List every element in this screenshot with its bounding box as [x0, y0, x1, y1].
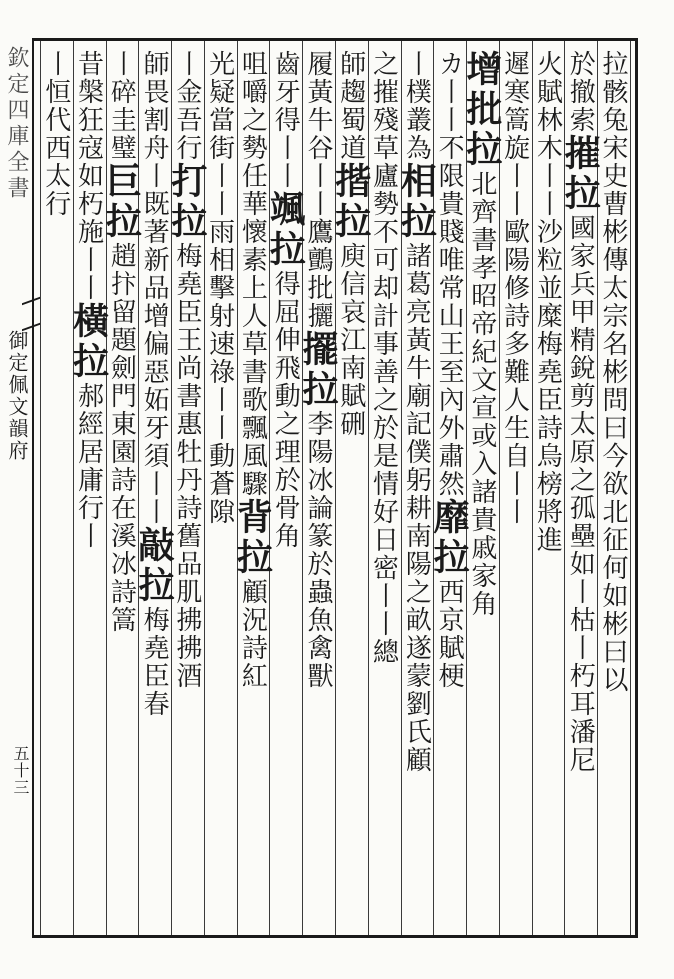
text-column — [40, 50, 73, 930]
text-column — [133, 50, 176, 930]
entry-text: 郝經居庸行丨 — [73, 382, 104, 550]
entry-headword: 相拉 — [395, 162, 438, 242]
entry-headword: 揩拉 — [329, 162, 372, 242]
entry-headword: 巨拉 — [100, 162, 143, 242]
column-rule — [630, 41, 631, 935]
entry-text: 肌拂拂酒 — [171, 578, 202, 690]
text-column — [395, 50, 438, 930]
entry-text: 咀嚼之勢 — [237, 50, 268, 162]
entry-text: 昔槃狂寇如朽施丨丨 — [73, 50, 104, 302]
entry-text: 於撤索 — [565, 50, 596, 134]
entry-headword: 背拉 — [231, 498, 274, 578]
entry-text: 師畏割舟丨 — [139, 50, 170, 190]
entry-headword: 靡拉 — [428, 498, 471, 578]
text-column — [204, 50, 237, 930]
page-number: 五十三 — [11, 745, 30, 796]
text-column — [165, 50, 208, 930]
entry-text: 李陽冰論篆於蟲魚禽獸 — [302, 410, 333, 690]
entry-text: 草廬勢不可却計事善之於是情好日密丨丨總 — [368, 134, 399, 666]
entry-text: 得屈伸飛動之理於骨角 — [270, 270, 301, 550]
entry-text: 雨相擊射速祿丨丨動蒼隙 — [204, 218, 235, 526]
entry-text: 遲寒篙旋丨丨歐陽修詩多難人生自丨丨 — [499, 50, 530, 526]
entry-text: 谷丨丨鷹鸇批攦 — [302, 134, 333, 330]
entry-text: 齒牙得丨丨 — [270, 50, 301, 190]
entry-text: 溪冰詩篙 — [106, 522, 137, 634]
entry-text: 梅堯臣春 — [139, 606, 170, 718]
text-column — [559, 50, 602, 930]
entry-text: 西京賦梗 — [434, 578, 465, 690]
text-column — [231, 50, 274, 930]
entry-headword: 增批拉 — [460, 50, 503, 170]
entry-text: 丨樸叢為 — [401, 50, 432, 162]
entry-headword: 摧拉 — [559, 134, 602, 214]
text-column — [532, 50, 565, 930]
text-column — [499, 50, 532, 930]
text-column — [329, 50, 372, 930]
entry-headword: 橫拉 — [67, 302, 110, 382]
entry-text: 之摧殘 — [368, 50, 399, 134]
entry-text: 北齊書孝昭帝紀文宣或入諸貴戚家角 — [466, 170, 497, 618]
entry-text: 履黃牛 — [302, 50, 333, 134]
entry-text: 國家兵甲精銳剪太原之孤壘如丨枯丨朽耳潘尼 — [565, 214, 596, 774]
text-column — [368, 50, 401, 930]
entry-text: 諸葛亮黃牛廟記僕躬耕南陽之畝遂蒙劉氏顧 — [401, 242, 432, 774]
entry-headword: 敲拉 — [133, 526, 176, 606]
entry-text: 宋史曹彬傳太宗名彬問曰今欲北征何如彬曰以 — [597, 134, 628, 694]
entry-headword: 擺拉 — [296, 330, 339, 410]
text-column — [264, 50, 307, 930]
text-column — [460, 50, 503, 930]
entry-text: 趙抃留題劍門東園詩在 — [106, 242, 137, 522]
text-column — [428, 50, 471, 930]
entry-text: 任華懷素上人草書歌飄風驟 — [237, 162, 268, 498]
book-title: 御定佩文韻府 — [5, 330, 29, 462]
entry-text: カ丨丨不限貴賤唯常山王至內外肅然 — [434, 50, 465, 498]
entry-text: 拉骸兔 — [597, 50, 628, 134]
text-column — [67, 50, 110, 930]
entry-text: 丨碎圭璧 — [106, 50, 137, 162]
entry-text: 火賦林木丨丨沙粒並糜梅堯臣詩烏榜將進 — [532, 50, 563, 554]
entry-text: 顧況詩紅 — [237, 578, 268, 690]
entry-headword: 打拉 — [165, 162, 208, 242]
text-column — [100, 50, 143, 930]
entry-text: 丨金吾行 — [171, 50, 202, 162]
entry-text: 光疑當街丨丨 — [204, 50, 235, 218]
running-title: 欽定四庫全書 — [4, 46, 29, 202]
text-column — [296, 50, 339, 930]
text-column — [597, 50, 630, 930]
entry-text: 庾信哀江南賦硎 — [335, 242, 366, 438]
entry-text: 師趨蜀道 — [335, 50, 366, 162]
entry-headword: 颯拉 — [264, 190, 307, 270]
entry-text: 既著新品增偏惡妬牙須丨丨 — [139, 190, 170, 526]
entry-text: 梅堯臣王尚書惠牡丹詩舊品 — [171, 242, 202, 578]
entry-text: 丨恒代西太行 — [40, 50, 71, 218]
